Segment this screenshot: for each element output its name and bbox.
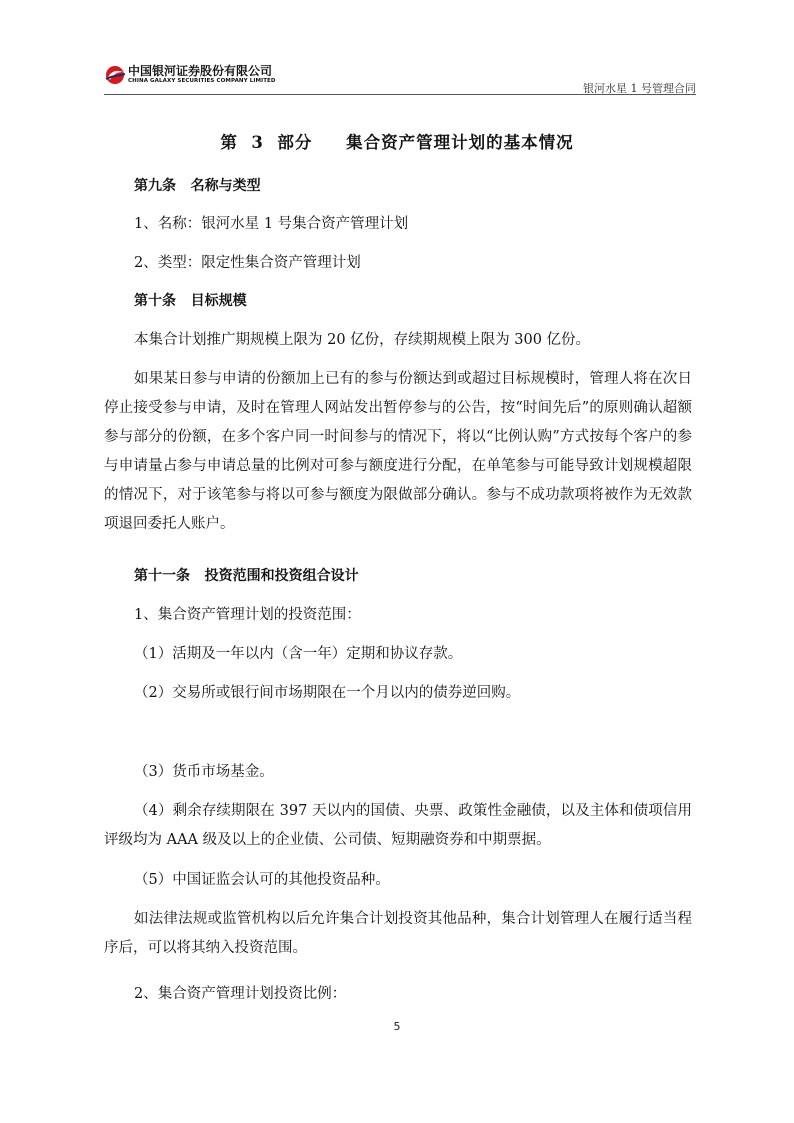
article-10-paragraph-2: 如果某日参与申请的份额加上已有的参与份额达到或超过目标规模时，管理人将在次日停止接受参与申请，及时在管理人网站发出暂停参与的公告，按“时间先后”的原则确认超额参与部分的份额，在多个客户同一时间参与的情况下，将以“比例认购”方式按每个客户的参与申请量占参与申请总量的比例对可参与额度进行分配，在单笔参与可能导致计划规模超限的情况下，对于该笔参与将以可参与额度为限做部分确认。参与不成功款项将被作为无效款项退回委托人账户。: [104, 371, 692, 532]
section-title: 第 3 部分 集合资产管理计划的基本情况: [220, 133, 574, 152]
article-11-item-4: （4）剩余存续期限在 397 天以内的国债、央票、政策性金融债，以及主体和债项信用评级均为 AAA 级及以上的企业债、公司债、短期融资券和中期票据。: [104, 803, 692, 848]
article-9-item-type: 2、类型：限定性集合资产管理计划: [134, 255, 361, 271]
article-11-item-5: （5）中国证监会认可的其他投资品种。: [134, 872, 390, 888]
page-header: [104, 62, 696, 96]
article-11-heading: 第十一条 投资范围和投资组合设计: [134, 568, 359, 584]
company-name-en: CHINA GALAXY SECURITIES COMPANY LIMITED: [128, 78, 276, 84]
article-10-heading: 第十条 目标规模: [134, 293, 247, 309]
article-11-scope-label: 1、集合资产管理计划的投资范围：: [134, 607, 361, 623]
article-11-ratio-label: 2、集合资产管理计划投资比例：: [134, 986, 347, 1002]
article-11-paragraph-2: 如法律法规或监管机构以后允许集合计划投资其他品种，集合计划管理人在履行适当程序后，可以将其纳入投资范围。: [104, 911, 692, 956]
article-11-item-2: （2）交易所或银行间市场期限在一个月以内的债券逆回购。: [134, 685, 521, 701]
article-9-item-name: 1、名称：银河水星 1 号集合资产管理计划: [134, 216, 409, 232]
page-number: 5: [393, 1020, 401, 1033]
document-title: 银河水星 1 号管理合同: [583, 82, 696, 95]
header-divider: [104, 94, 696, 95]
article-9-heading: 第九条 名称与类型: [134, 178, 261, 194]
company-logo: [104, 62, 304, 92]
article-11-item-3: （3）货币市场基金。: [134, 764, 274, 780]
article-10-paragraph-1: 本集合计划推广期规模上限为 20 亿份，存续期规模上限为 300 亿份。: [134, 332, 591, 348]
galaxy-logo-icon: [104, 64, 126, 86]
article-11-item-1: （1）活期及一年以内（含一年）定期和协议存款。: [134, 646, 463, 662]
company-name-cn: 中国银河证券股份有限公司: [128, 64, 273, 78]
